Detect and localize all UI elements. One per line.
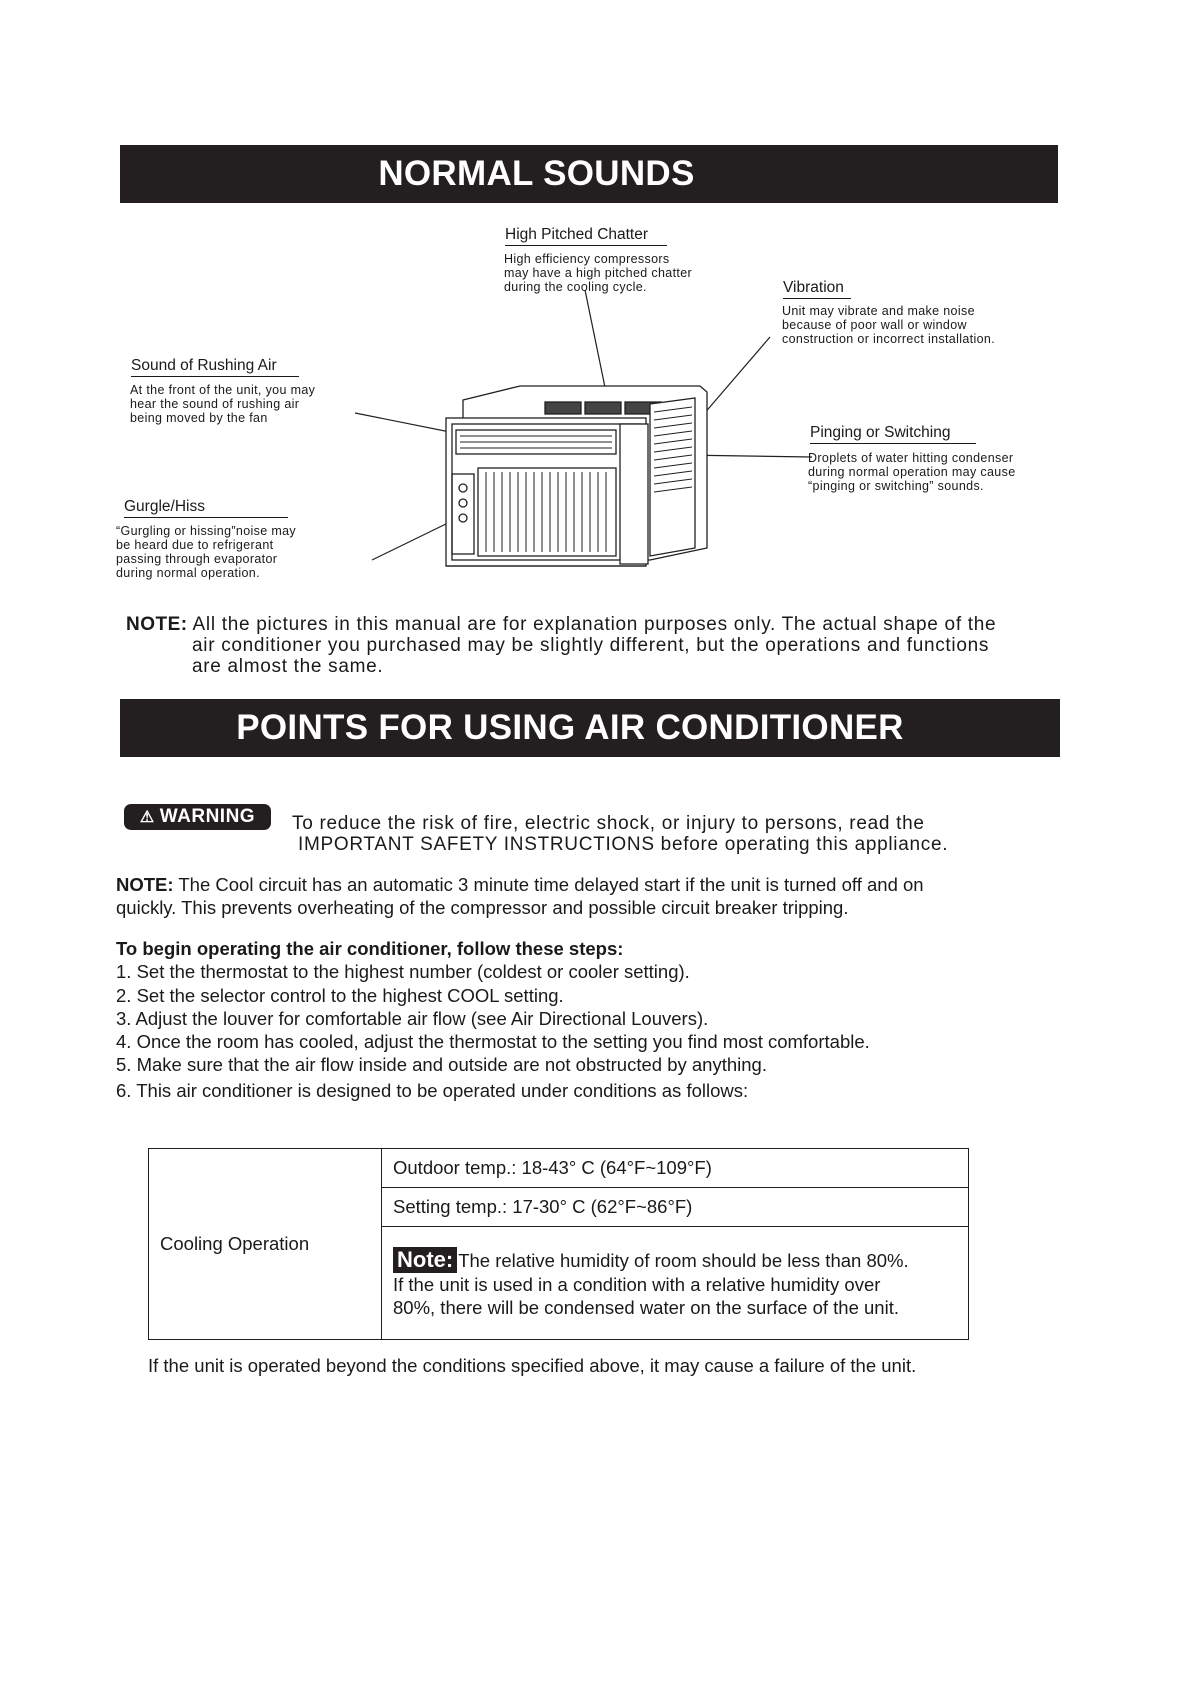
cooling-operation-cell: Cooling Operation — [149, 1149, 382, 1340]
step-item: 2. Set the selector control to the highest COOL setting. — [116, 984, 564, 1006]
rushing-air-desc: At the front of the unit, you may hear the sound of rushing air being moved by the fan — [130, 383, 316, 425]
rushing-air-label: Sound of Rushing Air — [131, 357, 299, 377]
humidity-note-line2: If the unit is used in a condition with a relative humidity over — [393, 1274, 881, 1295]
note-badge: Note: — [393, 1247, 457, 1273]
step-item: 5. Make sure that the air flow inside and outside are not obstructed by anything. — [116, 1054, 767, 1076]
steps-title: To begin operating the air conditioner, follow these steps: — [116, 938, 624, 959]
warning-triangle-icon: ⚠ — [139, 809, 155, 826]
step-item: 6. This air conditioner is designed to be operated under conditions as follows: — [116, 1079, 749, 1101]
warning-text — [292, 813, 948, 855]
pinging-label: Pinging or Switching — [810, 424, 976, 444]
cool-circuit-note-text1: The Cool circuit has an automatic 3 minute time delayed start if the unit is turned off and on — [173, 874, 924, 895]
pictures-note-line1: All the pictures in this manual are for explanation purposes only. The actual shape of the — [192, 614, 997, 635]
operating-conditions-table — [148, 1148, 969, 1340]
high-pitched-chatter-label: High Pitched Chatter — [505, 226, 667, 246]
high-pitched-chatter-desc: High efficiency compressors may have a high pitched chatter during the cooling cycle. — [504, 252, 693, 294]
leader-line-gurgle — [372, 522, 450, 560]
humidity-note-line1: The relative humidity of room should be less than 80%. — [458, 1250, 909, 1271]
failure-warning: If the unit is operated beyond the conditions specified above, it may cause a failure of the unit. — [148, 1355, 917, 1376]
warning-badge — [124, 804, 271, 830]
vibration-desc: Unit may vibrate and make noise because of poor wall or window construction or incorrect installation. — [782, 304, 996, 346]
step-item: 4. Once the room has cooled, adjust the thermostat to the setting you find most comfortable. — [116, 1031, 870, 1053]
normal-sounds-title: NORMAL SOUNDS — [378, 154, 695, 193]
setting-temp-cell: Setting temp.: 17-30° C (62°F~86°F) — [382, 1188, 969, 1227]
pictures-note-line3: are almost the same. — [192, 656, 384, 677]
warning-badge-label: WARNING — [159, 806, 256, 827]
warning-line2: IMPORTANT SAFETY INSTRUCTIONS before operating this appliance. — [298, 834, 949, 855]
vibration-label: Vibration — [783, 279, 851, 299]
step-item: 1. Set the thermostat to the highest number (coldest or cooler setting). — [116, 961, 690, 983]
step-item: 3. Adjust the louver for comfortable air flow (see Air Directional Louvers). — [116, 1007, 709, 1029]
humidity-note-line3: 80%, there will be condensed water on the surface of the unit. — [393, 1297, 899, 1318]
pictures-note-line2: air conditioner you purchased may be slightly different, but the operations and functions — [192, 635, 990, 656]
points-banner — [120, 699, 1060, 757]
points-title: POINTS FOR USING AIR CONDITIONER — [236, 708, 904, 747]
ac-unit-body — [446, 386, 707, 566]
warning-line1: To reduce the risk of fire, electric shock, or injury to persons, read the — [292, 813, 925, 834]
outdoor-temp-cell: Outdoor temp.: 18-43° C (64°F~109°F) — [382, 1149, 969, 1188]
cool-circuit-note — [116, 873, 924, 919]
pictures-note-label: NOTE: — [126, 614, 188, 635]
cool-circuit-note-text2: quickly. This prevents overheating of the compressor and possible circuit breaker tripping. — [116, 897, 849, 918]
pinging-desc: Droplets of water hitting condenser during normal operation may cause “pinging or switching” sounds. — [808, 451, 1016, 493]
gurgle-label: Gurgle/Hiss — [124, 498, 288, 518]
leader-line-rushing — [355, 413, 455, 433]
humidity-note-cell — [382, 1227, 969, 1340]
cool-circuit-note-label: NOTE: — [116, 874, 174, 895]
operating-steps — [116, 937, 870, 1102]
pictures-note — [126, 614, 1066, 677]
gurgle-desc: “Gurgling or hissing”noise may be heard due to refrigerant passing through evaporator during normal operation. — [116, 524, 297, 580]
